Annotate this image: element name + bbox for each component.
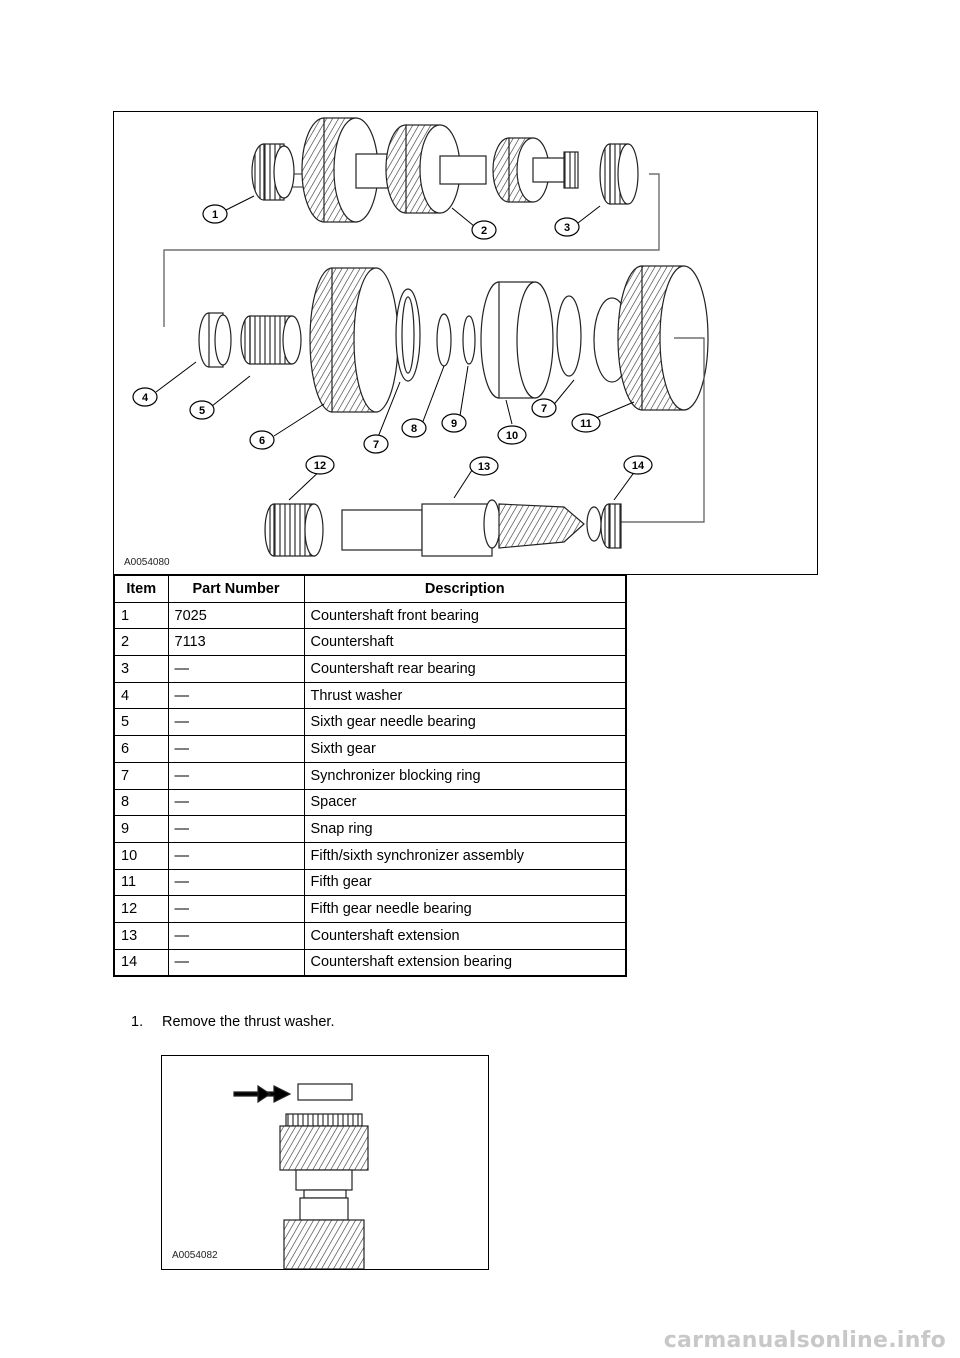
description-cell: Thrust washer <box>304 682 626 709</box>
part-number-cell: — <box>168 896 304 923</box>
exploded-countershaft-diagram <box>114 112 817 574</box>
thrust-washer-removal-diagram <box>162 1056 488 1269</box>
column-header-description: Description <box>304 575 626 602</box>
table-row <box>114 629 626 656</box>
item-cell: 6 <box>114 736 168 763</box>
table-row <box>114 842 626 869</box>
description-cell: Countershaft rear bearing <box>304 656 626 683</box>
callout-label: 1 <box>211 209 219 221</box>
item-cell: 2 <box>114 629 168 656</box>
part-number-cell: — <box>168 709 304 736</box>
column-header-item: Item <box>114 575 168 602</box>
part-number-cell: — <box>168 922 304 949</box>
callout-label: 4 <box>141 392 149 404</box>
callout-label: 5 <box>198 405 206 417</box>
item-cell: 14 <box>114 949 168 976</box>
item-cell: 4 <box>114 682 168 709</box>
description-cell: Countershaft <box>304 629 626 656</box>
callout-label: 9 <box>450 418 458 430</box>
part-number-cell: — <box>168 789 304 816</box>
figure-id-label: A0054082 <box>172 1250 218 1261</box>
callout-label: 10 <box>505 430 519 442</box>
part-number-cell: — <box>168 682 304 709</box>
description-cell: Countershaft extension <box>304 922 626 949</box>
description-cell: Fifth gear <box>304 869 626 896</box>
table-row <box>114 709 626 736</box>
table-row <box>114 869 626 896</box>
description-cell: Sixth gear needle bearing <box>304 709 626 736</box>
table-row <box>114 656 626 683</box>
procedure-step <box>131 1014 334 1030</box>
part-number-cell: — <box>168 762 304 789</box>
part-number-cell: 7113 <box>168 629 304 656</box>
part-number-cell: — <box>168 842 304 869</box>
part-number-cell: — <box>168 736 304 763</box>
item-cell: 5 <box>114 709 168 736</box>
step-number: 1. <box>131 1014 144 1030</box>
watermark: carmanualsonline.info <box>663 1328 946 1353</box>
callout-label: 14 <box>631 460 645 472</box>
description-cell: Spacer <box>304 789 626 816</box>
description-cell: Synchronizer blocking ring <box>304 762 626 789</box>
table-row <box>114 789 626 816</box>
part-number-cell: — <box>168 816 304 843</box>
table-row <box>114 682 626 709</box>
exploded-countershaft-figure <box>113 111 818 575</box>
table-row <box>114 736 626 763</box>
table-header-row <box>114 575 626 602</box>
item-cell: 1 <box>114 602 168 629</box>
part-number-cell: 7025 <box>168 602 304 629</box>
item-cell: 3 <box>114 656 168 683</box>
figure-id-label: A0054080 <box>124 557 170 568</box>
table-row <box>114 949 626 976</box>
step-text: Remove the thrust washer. <box>162 1014 335 1030</box>
callout-label: 8 <box>410 423 418 435</box>
callout-label: 3 <box>563 222 571 234</box>
description-cell: Countershaft extension bearing <box>304 949 626 976</box>
callout-label: 7 <box>372 439 380 451</box>
thrust-washer-removal-figure <box>161 1055 489 1270</box>
callout-label: 11 <box>580 418 592 430</box>
table-row <box>114 816 626 843</box>
callout-label: 12 <box>313 460 327 472</box>
item-cell: 7 <box>114 762 168 789</box>
callout-label: 13 <box>477 461 491 473</box>
part-number-cell: — <box>168 949 304 976</box>
description-cell: Countershaft front bearing <box>304 602 626 629</box>
description-cell: Sixth gear <box>304 736 626 763</box>
description-cell: Fifth gear needle bearing <box>304 896 626 923</box>
item-cell: 13 <box>114 922 168 949</box>
table-row <box>114 602 626 629</box>
item-cell: 9 <box>114 816 168 843</box>
part-number-cell: — <box>168 656 304 683</box>
callout-label: 6 <box>258 435 266 447</box>
item-cell: 12 <box>114 896 168 923</box>
callout-label: 7 <box>540 403 548 415</box>
table-row <box>114 762 626 789</box>
part-number-cell: — <box>168 869 304 896</box>
item-cell: 10 <box>114 842 168 869</box>
item-cell: 8 <box>114 789 168 816</box>
callout-label: 2 <box>480 225 488 237</box>
table-row <box>114 896 626 923</box>
column-header-part-number: Part Number <box>168 575 304 602</box>
description-cell: Snap ring <box>304 816 626 843</box>
parts-table <box>113 574 627 977</box>
description-cell: Fifth/sixth synchronizer assembly <box>304 842 626 869</box>
table-row <box>114 922 626 949</box>
item-cell: 11 <box>114 869 168 896</box>
